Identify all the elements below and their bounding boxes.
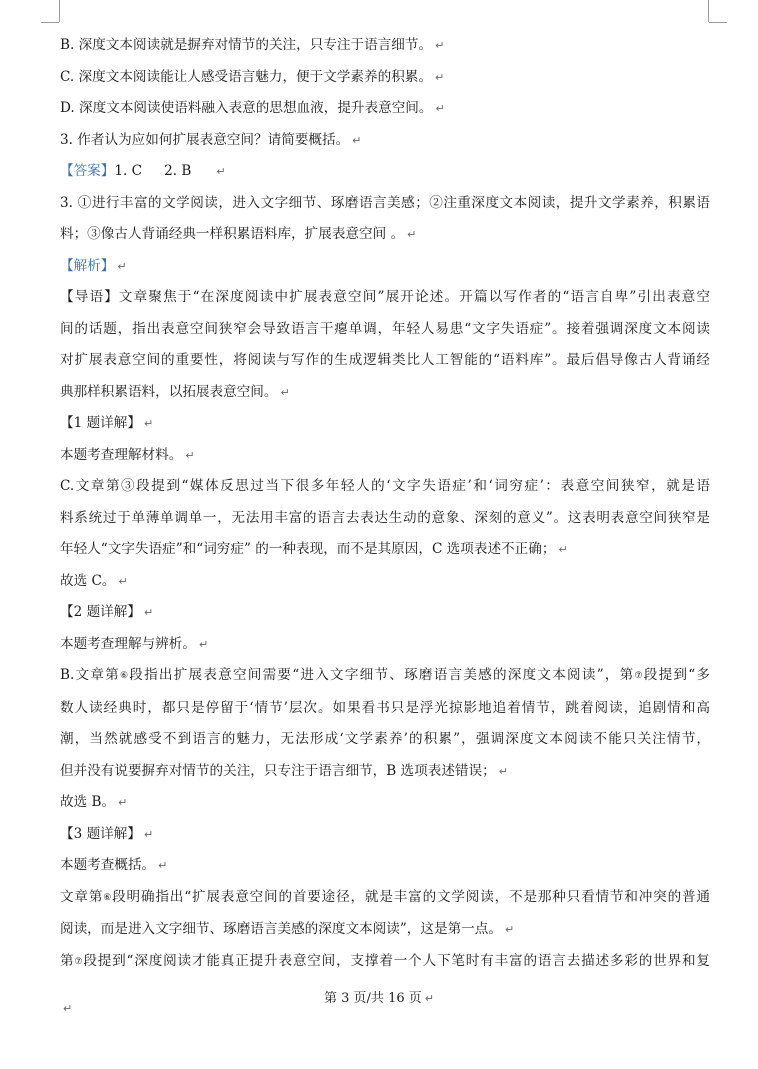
paragraph-mark-icon: ↵ bbox=[118, 574, 128, 588]
q1-conclusion: 故选 C。 ↵ bbox=[60, 572, 128, 589]
q3-title: 【3 题详解】 ↵ bbox=[60, 825, 154, 842]
guide-line-2: 间的话题，指出表意空间狭窄会导致语言干瘪单调，年轻人易患“文字失语症”。接着强调深度文本阅读 bbox=[60, 320, 710, 337]
paragraph-mark-icon: ↵ bbox=[435, 102, 445, 115]
paragraph-mark-icon: ↵ bbox=[498, 764, 508, 778]
guide-line-3: 对扩展表意空间的重要性，将阅读与写作的生成逻辑类比人工智能的“语料库”。最后倡导像古人背诵经 bbox=[60, 352, 710, 368]
answer-q3-line1: 3. ①进行丰富的文学阅读，进入文字细节、琢磨语言美感；②注重深度文本阅读，提升文学素养，积累语 bbox=[60, 194, 710, 211]
paragraph-mark-icon: ↵ bbox=[143, 827, 154, 841]
paragraph-mark-icon: ↵ bbox=[424, 992, 434, 1005]
q1-intro: 本题考查理解材料。 ↵ bbox=[60, 446, 195, 463]
q1-line-3: 年轻人“文字失语症”和“词穷症” 的一种表现，而不是其原因，C 选项表述不正确； ↵ bbox=[60, 541, 568, 557]
option-d: D. 深度文本阅读使语料融入表意的思想血液，提升表意空间。 ↵ bbox=[60, 100, 445, 116]
q2-line-4: 但并没有说要摒弃对情节的关注，只专注于语言细节，B 选项表述错误； ↵ bbox=[60, 762, 508, 779]
paragraph-mark-icon: ↵ bbox=[558, 543, 568, 556]
document-body bbox=[60, 30, 710, 978]
paragraph-mark-icon: ↵ bbox=[185, 448, 195, 462]
answer-q2: 2. B bbox=[164, 163, 192, 179]
paragraph-mark-icon: ↵ bbox=[352, 133, 362, 147]
q2-title: 【2 题详解】 ↵ bbox=[60, 604, 154, 620]
paragraph-mark-icon: ↵ bbox=[407, 228, 417, 241]
paragraph-mark-icon: ↵ bbox=[117, 259, 127, 273]
q3-intro: 本题考查概括。 ↵ bbox=[60, 857, 168, 873]
paragraph-mark-icon: ↵ bbox=[198, 637, 209, 651]
q2-conclusion: 故选 B。 ↵ bbox=[60, 794, 128, 810]
q2-line-2: 数人读经典时，都只是停留于‘情节’层次。如果看书只是浮光掠影地追着情节，跳着阅读，追剧情和高 bbox=[60, 699, 710, 716]
page-footer: 第 3 页/共 16 页 ↵ bbox=[324, 991, 434, 1006]
option-c: C. 深度文本阅读能让人感受语言魅力，便于文学素养的积累。 ↵ bbox=[60, 68, 445, 85]
end-paragraph-mark-icon: ↵ bbox=[63, 1002, 73, 1015]
q3-line-3: 第⑦段提到“深度阅读才能真正提升表意空间，支撑着一个人下笔时有丰富的语言去描述多彩的世界和复 bbox=[60, 952, 710, 969]
q2-intro: 本题考查理解与辨析。 ↵ bbox=[60, 635, 209, 652]
paragraph-mark-icon: ↵ bbox=[504, 923, 515, 936]
answer-q3-line2: 料；③像古人背诵经典一样积累语料库，扩展表意空间 。 ↵ bbox=[60, 226, 417, 242]
paragraph-mark-icon: ↵ bbox=[435, 39, 445, 52]
paragraph-mark-icon: ↵ bbox=[143, 417, 154, 430]
crop-mark-left bbox=[59, 0, 60, 22]
answer-label: 【答案】 bbox=[60, 163, 115, 179]
crop-mark-left-h bbox=[41, 22, 59, 23]
crop-mark-right bbox=[708, 0, 709, 22]
paragraph-mark-icon: ↵ bbox=[216, 165, 226, 178]
q1-line-1: C.文章第③段提到“媒体反思过当下很多年轻人的‘文字失语症’和‘词穷症’：表意空间狭窄，就是语 bbox=[60, 478, 710, 494]
paragraph-mark-icon: ↵ bbox=[280, 385, 290, 399]
option-b: B. 深度文本阅读就是摒弃对情节的关注，只专注于语言细节。 ↵ bbox=[60, 37, 445, 53]
crop-mark-right-h bbox=[709, 22, 727, 23]
guide-line-1: 【导语】文章聚焦于“在深度阅读中扩展表意空间”展开论述。开篇以写作者的“语言自卑”引出表意空 bbox=[60, 289, 710, 305]
analysis-heading: 【解析】 ↵ bbox=[60, 257, 127, 274]
paragraph-mark-icon: ↵ bbox=[118, 796, 128, 809]
answer-q1: 1. C bbox=[114, 163, 143, 179]
paragraph-mark-icon: ↵ bbox=[435, 70, 445, 84]
paragraph-mark-icon: ↵ bbox=[143, 606, 154, 619]
q1-line-2: 料系统过于单薄单调单一，无法用丰富的语言去表达生动的意象、深刻的意义”。这表明表意空间狭窄是 bbox=[60, 509, 710, 526]
answer-line bbox=[60, 156, 710, 188]
q3-line-1: 文章第⑥段明确指出“扩展表意空间的首要途径，就是丰富的文学阅读，不是那种只看情节和冲突的普通 bbox=[60, 888, 710, 905]
guide-line-4: 典那样积累语料，以拓展表意空间。 ↵ bbox=[60, 383, 290, 400]
q1-title: 【1 题详解】 ↵ bbox=[60, 415, 154, 431]
q2-line-1: B.文章第⑥段指出扩展表意空间需要“进入文字细节、琢磨语言美感的深度文本阅读”，第⑦段提到“多 bbox=[60, 667, 711, 683]
q3-line-2: 阅读，而是进入文字细节、琢磨语言美感的深度文本阅读”，这是第一点。 ↵ bbox=[60, 921, 515, 937]
question-3: 3. 作者认为应如何扩展表意空间？请简要概括。 ↵ bbox=[60, 131, 362, 148]
q2-line-3: 潮，当然就感受不到语言的魅力，无法形成‘文学素养’的积累”，强调深度文本阅读不能只关注情节， bbox=[60, 731, 710, 747]
paragraph-mark-icon: ↵ bbox=[158, 859, 168, 872]
